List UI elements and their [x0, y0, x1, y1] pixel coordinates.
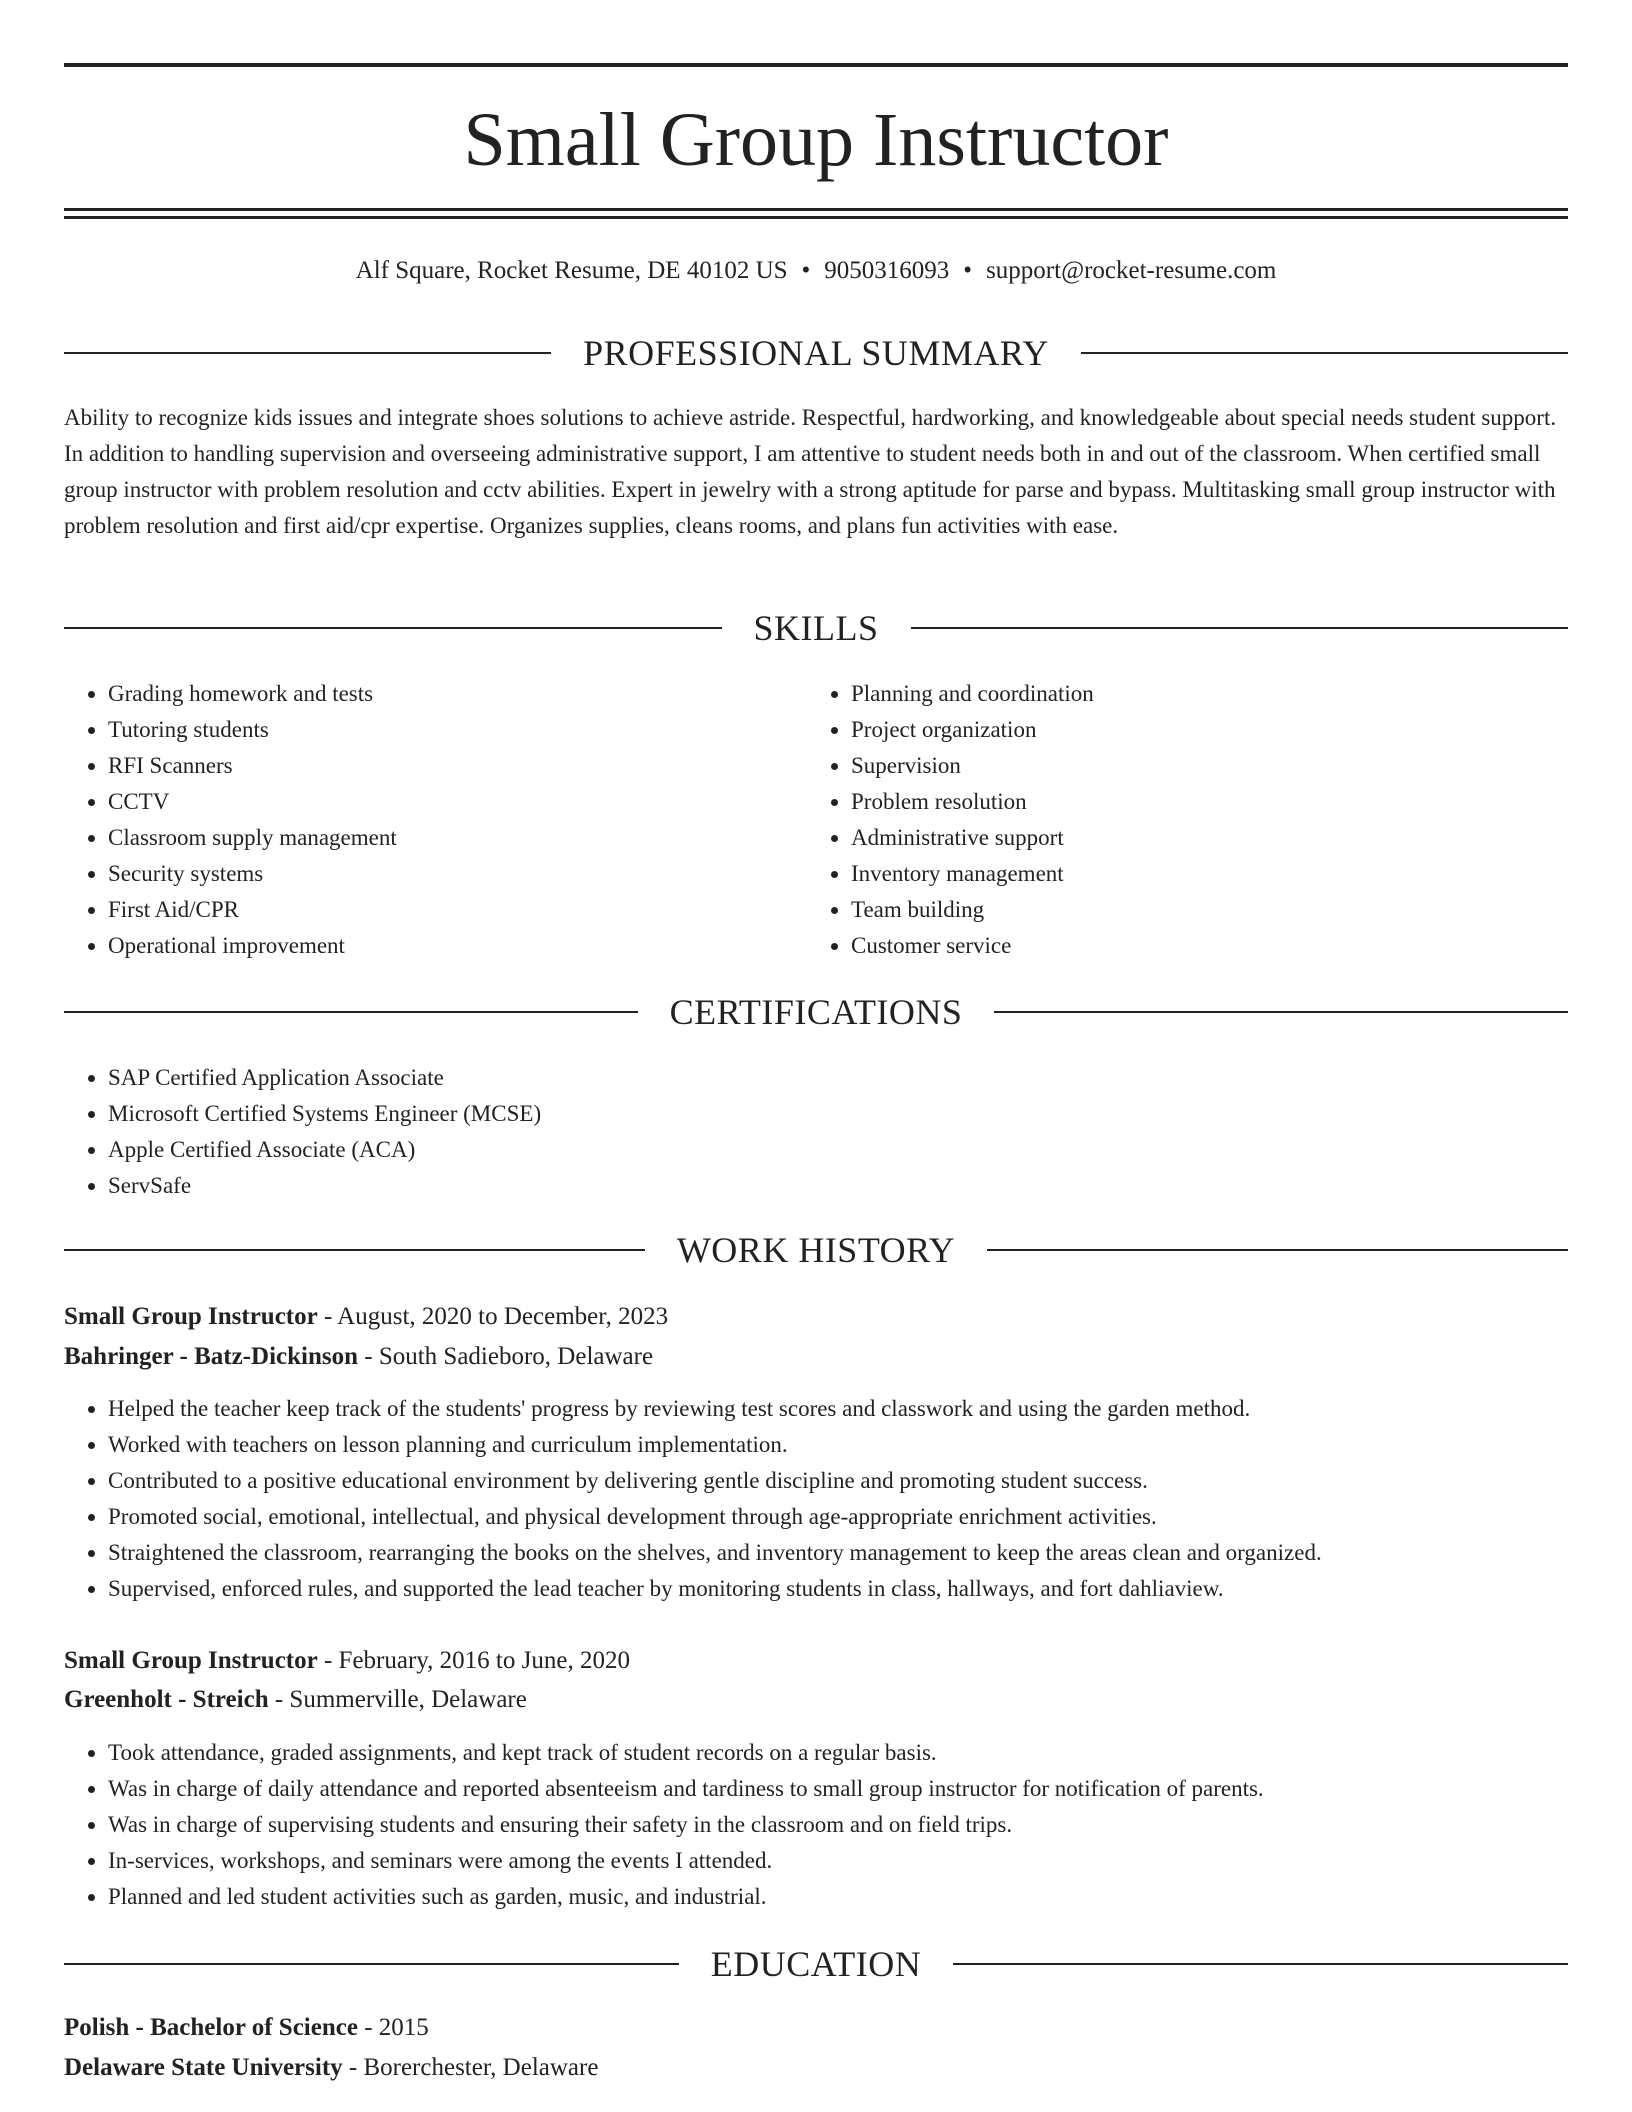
section-title-summary: PROFESSIONAL SUMMARY	[583, 333, 1049, 373]
skill-item: • Customer service	[851, 928, 1571, 964]
skill-item: • Project organization	[851, 712, 1571, 748]
job-company: Greenholt - Streich	[64, 1686, 269, 1713]
section-rule-right	[953, 1963, 1568, 1965]
job-bullet: • In-services, workshops, and seminars were among the events I attended.	[108, 1843, 1612, 1879]
job-bullet: • Contributed to a positive educational environment by delivering gentle discipline and promoting student success.	[108, 1463, 1612, 1499]
skill-item: • Supervision	[851, 748, 1571, 784]
job-bullets	[64, 1735, 1612, 1915]
job-dates: - February, 2016 to June, 2020	[317, 1647, 630, 1674]
skill-item: • Administrative support	[851, 820, 1571, 856]
job-bullet: • Was in charge of supervising students and ensuring their safety in the classroom and on field trips.	[108, 1807, 1612, 1843]
skill-item: • Inventory management	[851, 856, 1571, 892]
skill-item: • Problem resolution	[851, 784, 1571, 820]
certification-item: • ServSafe	[108, 1168, 1612, 1204]
job-company-line	[64, 1338, 1568, 1376]
section-header-summary	[64, 331, 1568, 375]
contact-separator: •	[801, 257, 811, 284]
job-title-line	[64, 1642, 1568, 1680]
job-title: Small Group Instructor	[64, 1303, 318, 1330]
section-title-education: EDUCATION	[710, 1944, 922, 1984]
education-degree: Polish - Bachelor of Science	[64, 2014, 358, 2041]
section-header-certifications	[64, 990, 1568, 1034]
header-double-rule-top	[64, 208, 1568, 211]
certification-item: • SAP Certified Application Associate	[108, 1060, 1612, 1096]
job-bullet: • Took attendance, graded assignments, and kept track of student records on a regular basis.	[108, 1735, 1612, 1771]
job-dates: - August, 2020 to December, 2023	[317, 1303, 669, 1330]
header-top-rule	[64, 63, 1568, 67]
contact-phone: 9050316093	[824, 257, 950, 284]
skill-item: • Operational improvement	[108, 928, 828, 964]
skill-item: • Planning and coordination	[851, 676, 1571, 712]
education-school: Delaware State University	[64, 2054, 343, 2081]
section-title-work-history: WORK HISTORY	[676, 1230, 956, 1270]
skill-item: • First Aid/CPR	[108, 892, 828, 928]
skills-list-left	[64, 676, 828, 964]
certification-item: • Microsoft Certified Systems Engineer (MCSE)	[108, 1096, 1612, 1132]
section-header-work-history	[64, 1228, 1568, 1272]
education-school-line	[64, 2049, 1568, 2087]
resume-title: Small Group Instructor	[463, 98, 1169, 182]
skills-list-right	[807, 676, 1571, 964]
job-company-line	[64, 1681, 1568, 1719]
job-bullet: • Straightened the classroom, rearranging the books on the shelves, and inventory management to keep the areas clean and organized.	[108, 1535, 1612, 1571]
section-rule-left	[64, 352, 551, 354]
section-rule-left	[64, 1963, 679, 1965]
section-rule-right	[1081, 352, 1568, 354]
certification-item: • Apple Certified Associate (ACA)	[108, 1132, 1612, 1168]
section-header-education	[64, 1942, 1568, 1986]
section-rule-right	[994, 1011, 1568, 1013]
header-double-rule-bottom	[64, 216, 1568, 219]
section-rule-left	[64, 1011, 638, 1013]
job-bullet: • Worked with teachers on lesson planning and curriculum implementation.	[108, 1427, 1612, 1463]
contact-email: support@rocket-resume.com	[986, 257, 1277, 284]
summary-text: Ability to recognize kids issues and integrate shoes solutions to achieve astride. Respectful, hardworking, and knowledgeable about special needs student support. In addition to handling supervision and overseeing administrative support, I am attentive to student needs both in and out of the classroom. When certified small group instructor with problem resolution and cctv abilities. Expert in jewelry with a strong aptitude for parse and bypass. Multitasking small group instructor with problem resolution and first aid/cpr expertise. Organizes supplies, cleans rooms, and plans fun activities with ease.	[64, 405, 1557, 538]
section-title-certifications: CERTIFICATIONS	[669, 992, 963, 1032]
contact-line	[64, 254, 1568, 288]
job-bullet: • Was in charge of daily attendance and reported absenteeism and tardiness to small group instructor for notification of parents.	[108, 1771, 1612, 1807]
skill-item: • Security systems	[108, 856, 828, 892]
job-location: - Summerville, Delaware	[268, 1686, 527, 1713]
skill-item: • CCTV	[108, 784, 828, 820]
skill-item: • Grading homework and tests	[108, 676, 828, 712]
section-rule-left	[64, 627, 722, 629]
certifications-list	[64, 1060, 1612, 1204]
job-bullet: • Planned and led student activities such as garden, music, and industrial.	[108, 1879, 1612, 1915]
contact-separator: •	[963, 257, 973, 284]
job-bullet: • Helped the teacher keep track of the students' progress by reviewing test scores and classwork and using the garden method.	[108, 1391, 1612, 1427]
skill-item: • Team building	[851, 892, 1571, 928]
job-title-line	[64, 1298, 1568, 1336]
skill-item: • Classroom supply management	[108, 820, 828, 856]
contact-address: Alf Square, Rocket Resume, DE 40102 US	[355, 257, 788, 284]
section-rule-right	[911, 627, 1569, 629]
job-company: Bahringer - Batz-Dickinson	[64, 1343, 358, 1370]
section-title-skills: SKILLS	[753, 608, 879, 648]
education-location: - Borerchester, Delaware	[342, 2054, 599, 2081]
education-degree-line	[64, 2009, 1568, 2047]
job-bullets	[64, 1391, 1612, 1607]
job-bullet: • Supervised, enforced rules, and supported the lead teacher by monitoring students in class, hallways, and fort dahliaview.	[108, 1571, 1612, 1607]
education-year: - 2015	[357, 2014, 429, 2041]
skill-item: • Tutoring students	[108, 712, 828, 748]
skill-item: • RFI Scanners	[108, 748, 828, 784]
section-rule-left	[64, 1249, 645, 1251]
job-bullet: • Promoted social, emotional, intellectual, and physical development through age-appropriate enrichment activities.	[108, 1499, 1612, 1535]
section-header-skills	[64, 606, 1568, 650]
section-rule-right	[987, 1249, 1568, 1251]
job-location: - South Sadieboro, Delaware	[358, 1343, 654, 1370]
job-title: Small Group Instructor	[64, 1647, 318, 1674]
